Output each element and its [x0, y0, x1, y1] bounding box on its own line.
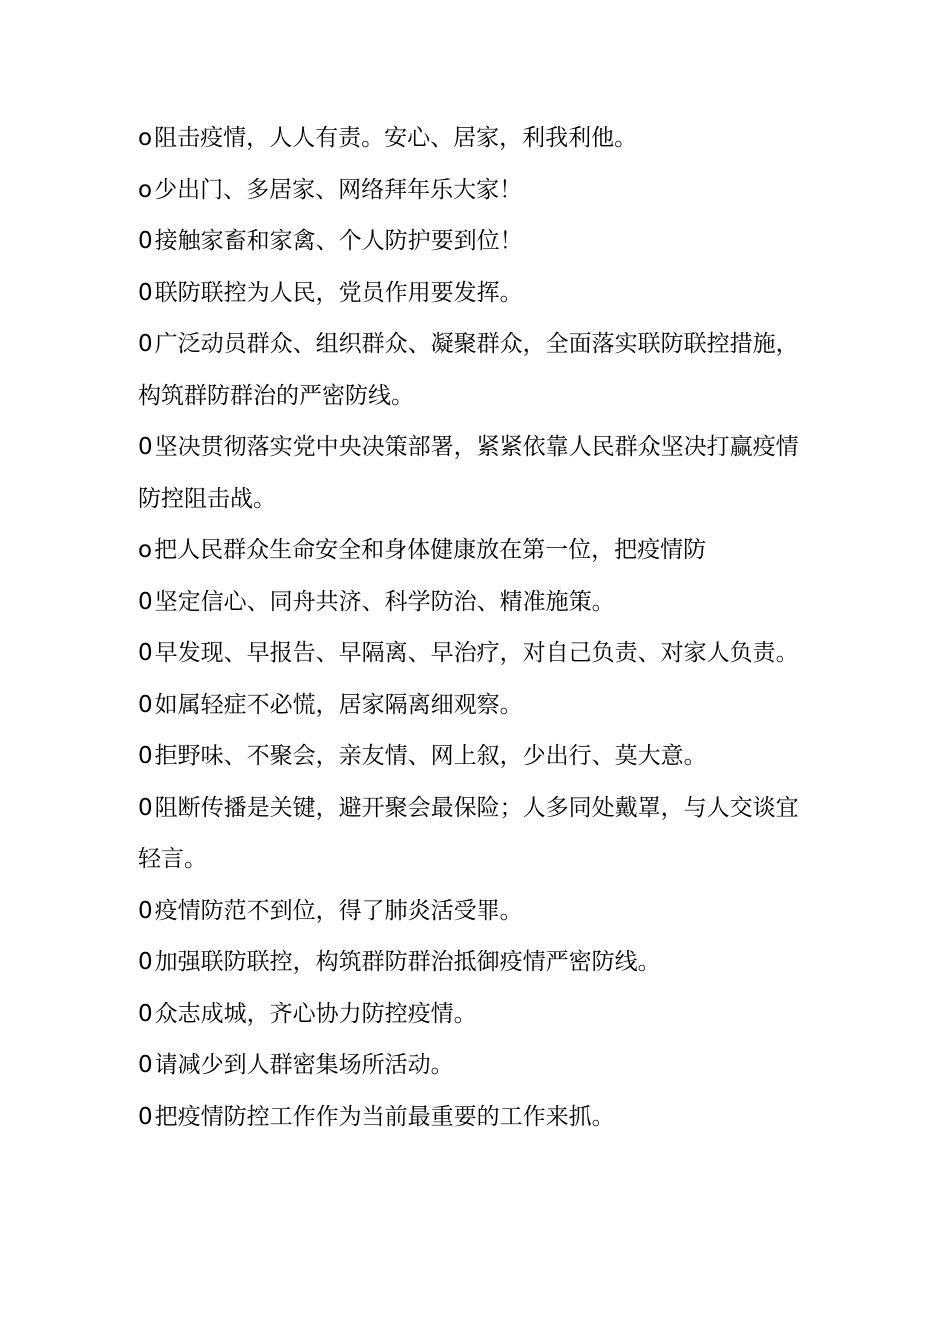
bullet-marker: 0	[138, 691, 153, 718]
item-text: 拒野味、不聚会，亲友情、网上叙，少出行、莫大意。	[154, 743, 707, 769]
list-item	[138, 525, 818, 577]
bullet-marker: 0	[138, 949, 153, 975]
item-text: 坚定信心、同舟共济、科学防治、精准施策。	[154, 588, 615, 615]
item-text: 把疫情防控工作作为当前最重要的工作来抓。	[154, 1103, 615, 1130]
item-text: 请减少到人群密集场所活动。	[154, 1052, 454, 1078]
bullet-marker: 0	[138, 794, 153, 821]
item-text: 接触家畜和家禽、个人防护要到位！	[154, 228, 523, 254]
item-text: 少出门、多居家、网络拜年乐大家！	[154, 176, 523, 203]
bullet-marker: 0	[138, 743, 153, 769]
list-item	[138, 113, 818, 165]
item-text: 疫情防范不到位，得了肺炎活受罪。	[154, 897, 523, 924]
item-text: 广泛动员群众、组织群众、凝聚群众，全面落实联防联控措施，构筑群防群治的严密防线。	[138, 331, 799, 409]
list-item	[138, 319, 818, 422]
item-text: 早发现、早报告、早隔离、早治疗，对自己负责、对家人负责。	[154, 640, 799, 666]
list-item	[138, 628, 818, 680]
item-text: 众志成城，齐心协力防控疫情。	[154, 1000, 477, 1027]
item-text: 阻击疫情，人人有责。安心、居家，利我利他。	[154, 125, 638, 151]
item-text: 加强联防联控，构筑群防群治抵御疫情严密防线。	[154, 949, 661, 975]
bullet-marker: 0	[138, 1052, 153, 1078]
bullet-marker: o	[138, 537, 153, 563]
bullet-marker: 0	[138, 331, 153, 357]
list-item	[138, 680, 818, 732]
bullet-marker: 0	[138, 228, 153, 254]
bullet-marker: 0	[138, 434, 153, 460]
list-item	[138, 1092, 818, 1144]
list-item	[138, 783, 818, 886]
list-item	[138, 422, 818, 525]
list-item	[138, 989, 818, 1041]
list-item	[138, 577, 818, 629]
bullet-marker: 0	[138, 279, 153, 306]
item-text: 联防联控为人民，党员作用要发挥。	[154, 279, 523, 306]
list-item	[138, 165, 818, 217]
bullet-marker: 0	[138, 1103, 153, 1130]
list-item	[138, 937, 818, 989]
item-text: 坚决贯彻落实党中央决策部署，紧紧依靠人民群众坚决打赢疫情防控阻击战。	[138, 434, 799, 512]
list-item	[138, 731, 818, 783]
list-item	[138, 886, 818, 938]
item-text: 阻断传播是关键，避开聚会最保险；人多同处戴罩，与人交谈宜轻言。	[138, 794, 799, 872]
list-item	[138, 1040, 818, 1092]
list-item	[138, 268, 818, 320]
bullet-marker: 0	[138, 588, 153, 615]
bullet-marker: 0	[138, 897, 153, 924]
item-text: 如属轻症不必慌，居家隔离细观察。	[154, 691, 523, 718]
item-text: 把人民群众生命安全和身体健康放在第一位，把疫情防	[154, 537, 707, 563]
bullet-marker: 0	[138, 640, 153, 666]
list-item	[138, 216, 818, 268]
bullet-marker: o	[138, 176, 153, 203]
bullet-marker: o	[138, 125, 153, 151]
bullet-marker: 0	[138, 1000, 153, 1027]
slogan-list	[138, 113, 818, 1143]
